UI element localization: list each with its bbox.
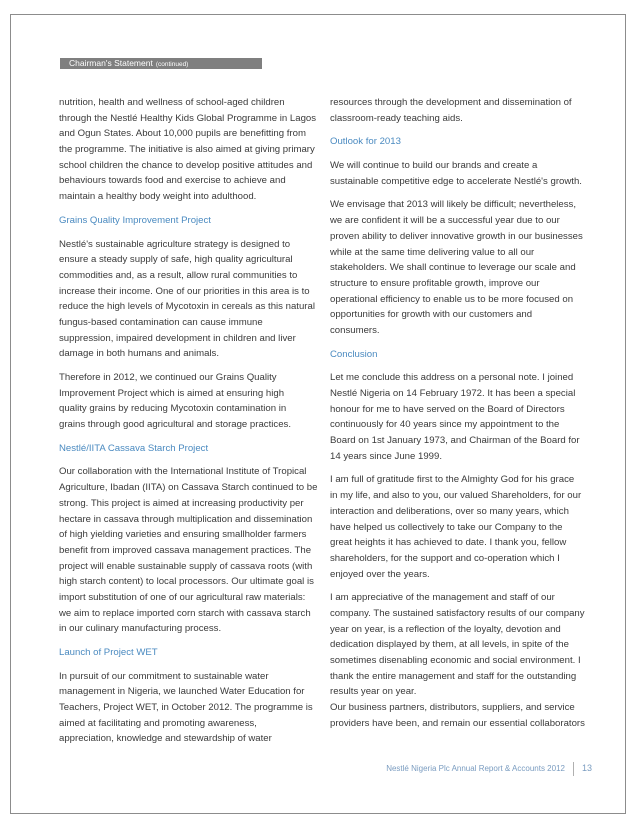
section-heading: Launch of Project WET: [59, 647, 158, 658]
section-subtitle: (continued): [155, 61, 189, 68]
body-text-line: shareholders, for the support and co-operation which I: [330, 552, 560, 564]
body-text-line: sustainable competitive edge to accelerate Nestlé's growth.: [330, 175, 582, 187]
body-text-line: proven ability to deliver innovative growth in our businesses: [330, 230, 583, 242]
body-text-line: dedication displayed by them, at all levels, in spite of the: [330, 639, 569, 651]
paragraph-gap: [330, 189, 594, 197]
body-text-line: year on year, is a reflection of the loyalty, devotion and: [330, 623, 561, 635]
body-text-line: management in Nigeria, we launched Water Education for: [59, 686, 305, 698]
body-text-line: interaction and deliberations, over so many years, which: [330, 505, 569, 517]
body-text-line: resources through the development and dissemination of: [330, 97, 572, 108]
paragraph-gap: [59, 205, 335, 213]
body-text-line: Agriculture, Ibadan (IITA) on Cassava Starch continued to be: [59, 482, 318, 494]
body-text-line: results year on year.: [330, 686, 417, 698]
body-text-line: high starch content) to local processors. Our ultimate goal is: [59, 576, 314, 588]
body-text-line: opportunities for growth with our customers and: [330, 309, 533, 321]
body-text-line: quality grains by reducing Mycotoxin contamination in: [59, 403, 287, 415]
body-text-line: honour for me to have served on the Board of Directors: [330, 403, 565, 415]
body-text-line: enjoyed over the years.: [330, 568, 430, 580]
body-text-line: through the Nestlé Healthy Kids Global Programme in Lagos: [59, 112, 317, 124]
paragraph-gap: [59, 456, 335, 464]
body-text-line: grains through good agricultural and storage practices.: [59, 419, 291, 431]
body-text-line: Board on 1st January 1973, and Chairman of the Board for: [330, 435, 580, 447]
page-footer: [386, 762, 592, 776]
body-text-line: school children the chance to develop positive attitudes and: [59, 159, 313, 171]
body-text-line: continuously for 40 years since my appointment to the: [330, 419, 560, 431]
body-text-line: reduce the high levels of Mycotoxin in cereals as this natural: [59, 301, 315, 313]
body-text-line: 14 years since June 1999.: [330, 450, 443, 462]
body-text-line: Therefore in 2012, we continued our Grains Quality: [59, 372, 277, 383]
body-text-line: damage in both humans and animals.: [59, 348, 219, 360]
body-text-line: increase their income. One of our priorities in this area is to: [59, 285, 310, 297]
report-title: Nestlé Nigeria Plc Annual Report & Accounts 2012: [386, 764, 565, 774]
paragraph-gap: [330, 339, 594, 347]
page-number: 13: [581, 763, 592, 774]
paragraph-gap: [59, 637, 335, 645]
section-heading: Outlook for 2013: [330, 136, 401, 148]
body-text-line: nutrition, health and wellness of school-aged children: [59, 97, 285, 108]
body-text-line: providers have been, and remain our essential collaborators: [330, 717, 585, 729]
paragraph-gap: [330, 582, 594, 590]
body-text-line: the programme. The initiative is also aimed at giving primary: [59, 144, 315, 156]
section-title: Chairman's Statement: [69, 58, 153, 68]
paragraph-gap: [59, 229, 335, 237]
paragraph-gap: [59, 362, 335, 370]
paragraph-gap: [330, 362, 594, 370]
body-text-line: project will enable sustainable supply of cassava roots (with: [59, 560, 313, 572]
paragraph-gap: [330, 150, 594, 158]
body-text-line: of high yielding varieties and ensuring smallholder farmers: [59, 529, 307, 541]
body-text-line: We envisage that 2013 will likely be difficult; nevertheless,: [330, 199, 577, 211]
body-text-line: maintain a healthy body weight into adulthood.: [59, 191, 257, 203]
body-text-line: great heights it has achieved to date. I thank you, fellow: [330, 537, 567, 549]
body-text-line: In pursuit of our commitment to sustainable water: [59, 670, 269, 682]
body-text-line: aimed at facilitating and promoting awareness,: [59, 717, 257, 729]
body-text-line: benefit from improved cassava management practices. The: [59, 544, 312, 556]
body-text-line: while at the same time delivering value to all our: [330, 246, 535, 258]
section-header-bar: [60, 58, 262, 69]
body-text-line: Improvement Project which is aimed at ensuring high: [59, 387, 285, 399]
body-text-line: ensure a steady supply of safe, high quality agricultural: [59, 254, 293, 266]
body-text-line: have helped us collectively to take our Company to the: [330, 521, 563, 533]
body-text-line: thank the entire management and staff for the outstanding: [330, 670, 577, 682]
paragraph-gap: [330, 126, 594, 134]
section-heading: Conclusion: [330, 348, 378, 360]
body-text-line: strong. This project is aimed at increasing productivity per: [59, 497, 304, 509]
paragraph-gap: [330, 464, 594, 472]
body-text-line: commodities and, as a result, allow rural communities to: [59, 269, 298, 281]
body-text-line: classroom-ready teaching aids.: [330, 112, 463, 124]
body-text-line: Teachers, Project WET, in October 2012. The programme is: [59, 702, 313, 714]
body-text-line: Our business partners, distributors, suppliers, and service: [330, 702, 575, 714]
right-text-column: [330, 95, 594, 731]
body-text-line: fungus-based contamination can cause immune: [59, 316, 263, 328]
body-text-line: in my life, and also to you, our valued Shareholders, for our: [330, 490, 582, 502]
body-text-line: Our collaboration with the International Institute of Tropical: [59, 466, 307, 478]
body-text-line: appreciation, knowledge and stewardship of water: [59, 733, 272, 745]
body-text-line: structure to ensure profitable growth, improve our: [330, 277, 540, 289]
footer-divider: [573, 762, 574, 776]
body-text-line: suppression, impaired development in children and liver: [59, 332, 296, 344]
body-text-line: and Ogun States. About 10,000 pupils are benefitting from: [59, 128, 306, 140]
body-text-line: operational efficiency to enable us to be more focused on: [330, 293, 574, 305]
body-text-line: behaviours towards food and exercise to achieve and: [59, 175, 286, 187]
body-text-line: we aim to replace imported corn starch with cassava starch: [59, 607, 311, 619]
body-text-line: import substitution of one of our agricultural raw materials:: [59, 591, 306, 603]
left-text-column: [59, 95, 335, 747]
body-text-line: Nestlé Nigeria on 14 February 1972. It has been a special: [330, 388, 576, 399]
body-text-line: We will continue to build our brands and create a: [330, 160, 538, 172]
section-heading: Nestlé/IITA Cassava Starch Project: [59, 442, 209, 454]
body-text-line: we are confident it will be a successful year due to our: [330, 215, 560, 227]
body-text-line: sometimes disenabling economic and social environment. I: [330, 655, 581, 666]
body-text-line: consumers.: [330, 324, 380, 336]
body-text-line: company. The sustained satisfactory results of our company: [330, 607, 585, 619]
body-text-line: Nestlé's sustainable agriculture strategy is designed to: [59, 238, 291, 250]
body-text-line: stakeholders. We shall continue to leverage our scale and: [330, 262, 576, 274]
body-text-line: in our culinary manufacturing process.: [59, 623, 222, 635]
body-text-line: Let me conclude this address on a personal note. I joined: [330, 372, 574, 384]
body-text-line: I am full of gratitude first to the Almighty God for his grace: [330, 474, 575, 486]
section-heading: Grains Quality Improvement Project: [59, 214, 211, 226]
body-text-line: hectare in cassava through multiplication and dissemination: [59, 513, 313, 525]
paragraph-gap: [59, 433, 335, 441]
paragraph-gap: [59, 661, 335, 669]
body-text-line: I am appreciative of the management and staff of our: [330, 592, 555, 604]
